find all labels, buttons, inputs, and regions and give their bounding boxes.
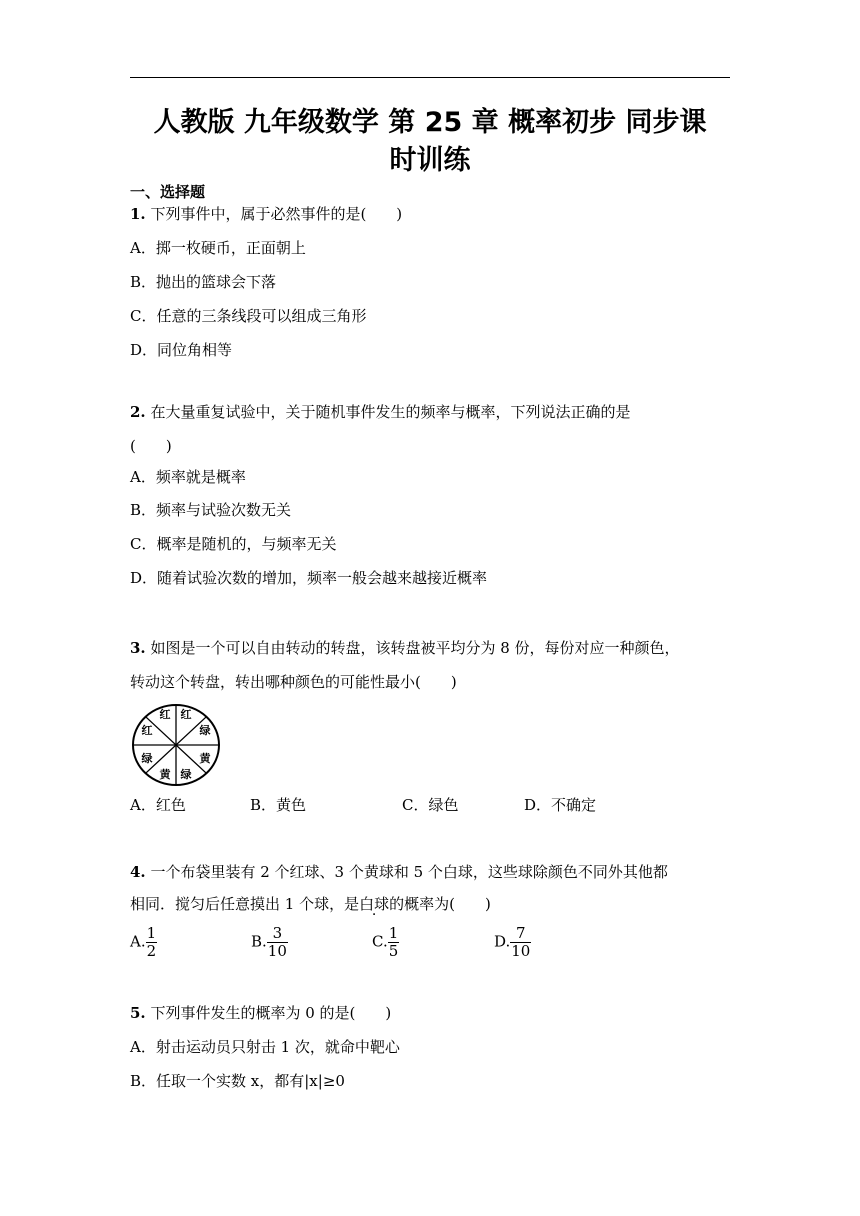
fraction: [267, 925, 288, 960]
question-text: 如图是一个可以自由转动的转盘，该转盘被平均分为 8 份，每份对应一种颜色，: [150, 639, 680, 657]
question-2-cont: ( ): [130, 437, 172, 455]
question-text: 下列事件中，属于必然事件的是( ): [150, 205, 403, 223]
q4-option-a: [130, 925, 157, 960]
question-number: 3.: [130, 639, 146, 657]
question-4: [130, 861, 668, 882]
question-1: [130, 203, 402, 224]
question-text: 在大量重复试验中，关于随机事件发生的频率与概率，下列说法正确的是: [150, 403, 631, 421]
fraction: [510, 925, 531, 960]
q4-option-d: [494, 925, 531, 960]
numerator: 7: [510, 925, 531, 943]
denominator: 5: [388, 942, 399, 960]
q2-option-c: C．概率是随机的，与频率无关: [130, 535, 337, 553]
page-title: [130, 104, 730, 180]
question-number: 1.: [130, 205, 146, 223]
q4-option-c: [372, 925, 399, 960]
question-number: 5.: [130, 1004, 146, 1022]
question-number: 2.: [130, 403, 146, 421]
wheel-sector-6: 绿: [141, 752, 153, 765]
q1-option-d: D．同位角相等: [130, 341, 233, 359]
question-5: [130, 1002, 391, 1023]
question-number: 4.: [130, 863, 146, 881]
wheel-sector-7: 红: [141, 724, 153, 737]
question-4-cont: [130, 893, 491, 914]
numerator: 3: [267, 925, 288, 943]
question-3-cont: 转动这个转盘，转出哪种颜色的可能性最小( ): [130, 673, 457, 691]
q5-option-b: B．任取一个实数 x，都有|x|≥0: [130, 1072, 345, 1090]
wheel-sector-5: 黄: [159, 768, 171, 781]
q3-option-d: D．不确定: [524, 796, 597, 814]
fraction: [146, 925, 158, 960]
question-text: 一个布袋里装有 2 个红球、3 个黄球和 5 个白球，这些球除颜色不同外其他都: [150, 863, 668, 881]
wheel-sector-4: 绿: [180, 768, 192, 781]
numerator: 1: [388, 924, 399, 942]
wheel-sector-3: 黄: [199, 752, 211, 765]
option-label: C.: [372, 932, 388, 951]
wheel-sector-8: 红: [159, 708, 171, 721]
wheel-sector-2: 绿: [199, 724, 211, 737]
section-heading: 一、选择题: [130, 183, 206, 201]
denominator: 10: [511, 942, 531, 960]
q1-option-a: A．掷一枚硬币，正面朝上: [130, 239, 306, 257]
wheel-sector-1: 红: [180, 708, 192, 721]
q4-emphasis-text: 白球: [359, 895, 390, 913]
q4-option-b: [251, 925, 288, 960]
q2-option-d: D．随着试验次数的增加，频率一般会越来越接近概率: [130, 569, 488, 587]
q4-text-part: 相同．搅匀后任意摸出 1 个球，是: [130, 895, 360, 913]
denominator: 2: [146, 942, 157, 960]
q1-option-b: B．抛出的篮球会下落: [130, 273, 277, 291]
top-rule: [130, 77, 730, 78]
question-2: [130, 401, 630, 422]
spinner-wheel: [131, 703, 221, 787]
q2-option-a: A．频率就是概率: [130, 468, 246, 486]
q1-option-c: C．任意的三条线段可以组成三角形: [130, 307, 367, 325]
q2-option-b: B．频率与试验次数无关: [130, 501, 292, 519]
q3-option-a: A．红色: [130, 796, 186, 814]
q3-option-c: C．绿色: [402, 796, 459, 814]
denominator: 10: [267, 942, 287, 960]
q3-option-b: B．黄色: [250, 796, 307, 814]
fraction: [388, 925, 400, 960]
numerator: 1: [146, 924, 157, 942]
question-3: [130, 637, 680, 658]
option-label: B.: [251, 932, 267, 951]
q5-option-a: A．射击运动员只射击 1 次，就命中靶心: [130, 1038, 400, 1056]
option-label: A.: [130, 932, 146, 951]
option-label: D.: [494, 932, 511, 951]
title-line-1: 人教版 九年级数学 第 25 章 概率初步 同步课: [153, 107, 707, 138]
question-text: 下列事件发生的概率为 0 的是( ): [150, 1004, 392, 1022]
q4-text-part: 的概率为( ): [389, 895, 491, 913]
title-line-2: 时训练: [389, 145, 471, 176]
